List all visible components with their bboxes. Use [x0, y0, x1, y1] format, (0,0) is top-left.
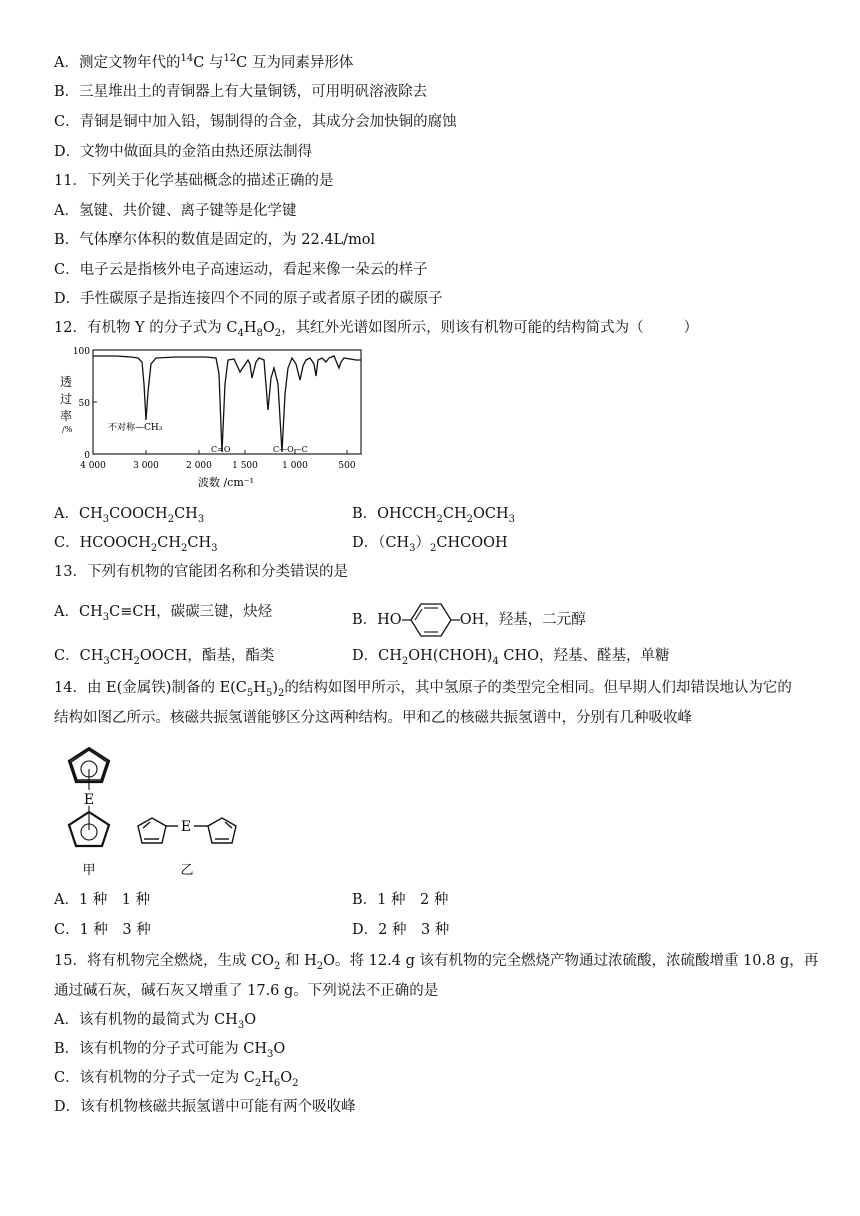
fig-e-label-yi: E [180, 819, 192, 835]
q13-option-b: B．HO OH，羟基，二元醇 [352, 602, 586, 638]
q10-option-c: C．青铜是铜中加入铅，锡制得的合金，其成分会加快铜的腐蚀 [54, 114, 457, 130]
q10-option-b: B．三星堆出土的青铜器上有大量铜锈，可用明矾溶液除去 [54, 84, 428, 100]
q14-stem-line2: 结构如图乙所示。核磁共振氢谱能够区分这两种结构。甲和乙的核磁共振氢谱中，分别有几种吸收峰 [54, 710, 692, 726]
x-tick-1000: 1 000 [282, 461, 308, 471]
y-tick-50: 50 [78, 399, 90, 409]
spectrum-line [93, 356, 361, 452]
q11-stem: 11．下列关于化学基础概念的描述正确的是 [54, 173, 334, 189]
q10-option-d: D．文物中做面具的金箔由热还原法制得 [54, 144, 313, 160]
q14-option-b: B．1 种 2 种 [352, 892, 449, 908]
q12-stem: 12．有机物 Y 的分子式为 $C_4H_8O_2$，其红外光谱如图所示，则该有机物可能的结构简式为（ ） [54, 320, 699, 339]
q13-option-a: A．$CH_3C\equiv CH$，碳碳三键，炔烃 [54, 604, 273, 623]
q12-option-b: B．$OHCCH_2CH_2OCH_3$ [352, 506, 516, 525]
q15-stem-line2: 通过碱石灰，碱石灰又增重了 17.6 g。下列说法不正确的是 [54, 983, 439, 999]
y-axis-label: 透过率/% [60, 375, 73, 434]
fig-label-yi: 乙 [180, 863, 194, 878]
x-tick-2000: 2 000 [186, 461, 212, 471]
fig-label-jia: 甲 [82, 863, 96, 878]
ir-spectrum-chart [56, 344, 366, 494]
ferrocene-structures-figure [56, 744, 256, 880]
q12-option-a: A．$CH_3COOCH_2CH_3$ [54, 506, 205, 525]
q15-option-b: B．该有机物的分子式可能为 $CH_3O$ [54, 1041, 286, 1060]
y-tick-100: 100 [72, 347, 90, 357]
q14-option-a: A．1 种 1 种 [54, 892, 151, 908]
x-tick-4000: 4 000 [80, 461, 106, 471]
q14-option-d: D．2 种 3 种 [352, 922, 450, 938]
q11-option-a: A．氢键、共价键、离子键等是化学键 [54, 203, 297, 219]
q10-option-a: A．测定文物年代的$^{14}$C 与$^{12}$C 互为同素异形体 [54, 53, 354, 71]
q15-option-d: D．该有机物核磁共振氢谱中可能有两个吸收峰 [54, 1099, 356, 1115]
annotation-c-o-c: C—O—C [273, 445, 308, 454]
x-tick-500: 500 [338, 461, 356, 471]
q12-option-d: D．$(CH_3)_2CHCOOH$ [352, 535, 508, 554]
annotation-c-o: C=O [211, 445, 231, 454]
q15-option-a: A．该有机物的最简式为 $CH_3O$ [54, 1012, 257, 1031]
q11-option-b: B．气体摩尔体积的数值是固定的，为 22.4L/mol [54, 232, 376, 248]
x-tick-3000: 3 000 [133, 461, 159, 471]
x-axis-label: 波数 /cm⁻¹ [197, 476, 255, 489]
q11-option-d: D．手性碳原子是指连接四个不同的原子或者原子团的碳原子 [54, 291, 443, 307]
q13-option-d: D．$CH_2OH(CHOH)_4$ CHO，羟基、醛基，单糖 [352, 648, 670, 667]
q11-option-c: C．电子云是指核外电子高速运动，看起来像一朵云的样子 [54, 262, 428, 278]
q13-stem: 13．下列有机物的官能团名称和分类错误的是 [54, 564, 348, 580]
y-tick-0: 0 [84, 451, 90, 461]
x-tick-1500: 1 500 [232, 461, 258, 471]
benzene-ring-icon [402, 602, 460, 638]
q15-option-c: C．该有机物的分子式一定为 $C_2H_6O_2$ [54, 1070, 299, 1089]
fig-e-label-jia: E [83, 792, 95, 808]
q15-stem-line1: 15．将有机物完全燃烧，生成 $CO_2$ 和 $H_2O$。将 12.4 g 该有机物的完全燃烧产物通过浓硫酸，浓硫酸增重 10.8 g，再 [54, 953, 819, 972]
annotation-ch3: 不对称—CH₃ [108, 423, 163, 433]
q13-option-c: C．$CH_3CH_2OOCH$，酯基，酯类 [54, 648, 275, 667]
q14-option-c: C．1 种 3 种 [54, 922, 151, 938]
q14-stem-line1: 14．由 E(金属铁)制备的 $E(C_5H_5)_2$的结构如图甲所示，其中氢原子的类型完全相同。但早期人们却错误地认为它的 [54, 680, 792, 699]
q12-option-c: C．$HCOOCH_2CH_2CH_3$ [54, 535, 218, 554]
hydroquinone-formula: HO OH [377, 602, 484, 638]
